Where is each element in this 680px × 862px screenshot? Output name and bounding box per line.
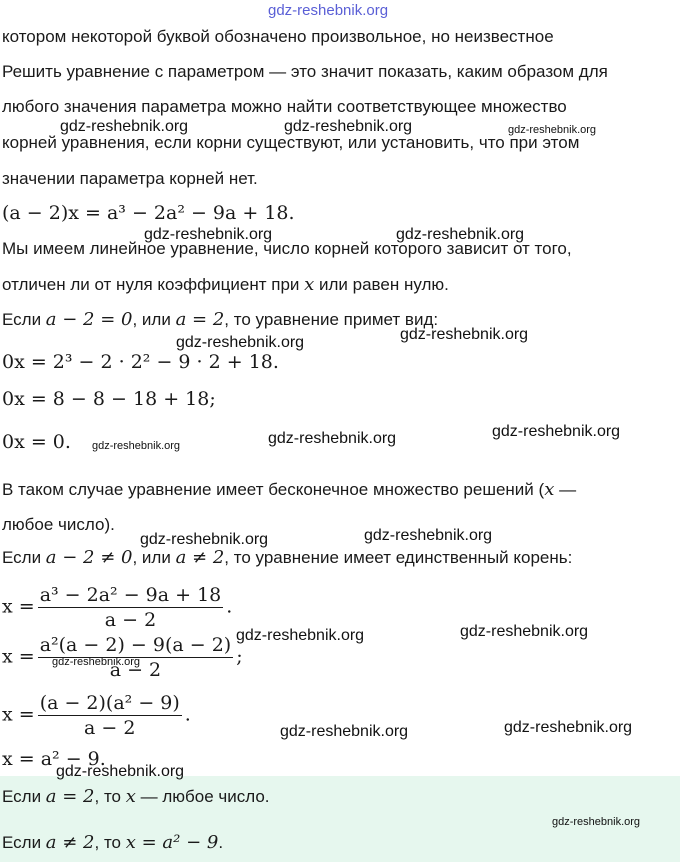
lhs: x =: [2, 645, 35, 668]
fraction-step: [2, 634, 243, 681]
watermark: gdz-reshebnik.org: [60, 118, 189, 135]
watermark: gdz-reshebnik.org: [52, 656, 141, 668]
equation: x = a² − 9.: [2, 748, 106, 770]
condition: a = 2: [45, 786, 95, 807]
numerator: (a − 2)(a² − 9): [39, 692, 180, 714]
condition: a ≠ 2: [175, 547, 225, 568]
watermark: gdz-reshebnik.org: [552, 816, 641, 828]
condition: a ≠ 2: [45, 832, 95, 853]
watermark: gdz-reshebnik.org: [92, 440, 181, 452]
intro-line: Решить уравнение с параметром — это значит показать, каким образом для: [2, 62, 608, 81]
watermark: gdz-reshebnik.org: [236, 627, 365, 644]
case-zero-intro: [2, 310, 438, 330]
variable-x: x: [304, 274, 315, 295]
watermark: gdz-reshebnik.org: [492, 423, 621, 440]
punct: .: [184, 703, 191, 726]
case-nonzero-intro: [2, 548, 572, 568]
text: , то: [94, 833, 126, 852]
denominator: a − 2: [109, 659, 162, 681]
case-zero-conclusion: любое число).: [2, 515, 115, 534]
answer-line: [2, 833, 223, 853]
fraction: [38, 692, 182, 739]
watermark: gdz-reshebnik.org: [268, 430, 397, 447]
equation: 0x = 2³ − 2 · 2² − 9 · 2 + 18.: [2, 351, 279, 373]
case-zero-conclusion: [2, 480, 576, 500]
watermark: gdz-reshebnik.org: [280, 723, 409, 740]
condition: a − 2 = 0: [45, 309, 133, 330]
watermark: gdz-reshebnik.org: [284, 118, 413, 135]
main-equation: (a − 2)x = a³ − 2a² − 9a + 18.: [2, 202, 295, 224]
watermark: gdz-reshebnik.org: [268, 2, 389, 19]
condition: a = 2: [175, 309, 225, 330]
watermark: gdz-reshebnik.org: [364, 527, 493, 544]
watermark: gdz-reshebnik.org: [396, 226, 525, 243]
condition: a − 2 ≠ 0: [45, 547, 133, 568]
result: x = a² − 9: [125, 832, 219, 853]
text: , или: [132, 310, 176, 329]
intro-line: значении параметра корней нет.: [2, 169, 258, 188]
text: отличен ли от нуля коэффициент при: [2, 275, 305, 294]
intro-line: котором некоторой буквой обозначено произвольное, но неизвестное: [2, 27, 554, 46]
text: , то: [94, 787, 126, 806]
fraction-step: [2, 692, 191, 739]
punct: ;: [236, 645, 243, 668]
numerator: a³ − 2a² − 9a + 18: [39, 584, 222, 606]
watermark: gdz-reshebnik.org: [176, 334, 305, 351]
answer-line: [2, 787, 270, 807]
watermark: gdz-reshebnik.org: [508, 124, 597, 136]
text: .: [218, 833, 224, 852]
lhs: x =: [2, 703, 35, 726]
fraction: [38, 584, 224, 631]
fraction: [38, 634, 234, 681]
text: Если: [2, 833, 46, 852]
equation: 0x = 8 − 8 − 18 + 18;: [2, 388, 216, 410]
watermark: gdz-reshebnik.org: [504, 719, 633, 736]
variable-x: x: [125, 786, 136, 807]
variable-x: x: [544, 479, 555, 500]
watermark: gdz-reshebnik.org: [56, 763, 185, 780]
punct: .: [226, 595, 233, 618]
linear-line: [2, 275, 449, 295]
text: , то уравнение имеет единственный корень:: [224, 548, 573, 567]
text: , то уравнение примет вид:: [224, 310, 439, 329]
text: —: [554, 480, 577, 499]
linear-line: Мы имеем линейное уравнение, число корней которого зависит от того,: [2, 239, 572, 258]
text: Если: [2, 310, 46, 329]
text: В таком случае уравнение имеет бесконечное множество решений (: [2, 480, 545, 499]
watermark: gdz-reshebnik.org: [400, 326, 529, 343]
numerator: a²(a − 2) − 9(a − 2): [39, 634, 232, 656]
fraction-step: [2, 584, 232, 631]
denominator: a − 2: [104, 609, 157, 631]
intro-line: корней уравнения, если корни существуют, или установить, что при этом: [2, 133, 580, 152]
text: Если: [2, 548, 46, 567]
watermark: gdz-reshebnik.org: [144, 226, 273, 243]
denominator: a − 2: [84, 717, 136, 739]
text: , или: [132, 548, 176, 567]
text: Если: [2, 787, 46, 806]
watermark: gdz-reshebnik.org: [460, 623, 589, 640]
text: — любое число.: [135, 787, 270, 806]
text: или равен нулю.: [314, 275, 449, 294]
lhs: x =: [2, 595, 35, 618]
intro-line: любого значения параметра можно найти соответствующее множество: [2, 97, 567, 116]
equation: 0x = 0.: [2, 431, 71, 453]
watermark: gdz-reshebnik.org: [140, 531, 269, 548]
